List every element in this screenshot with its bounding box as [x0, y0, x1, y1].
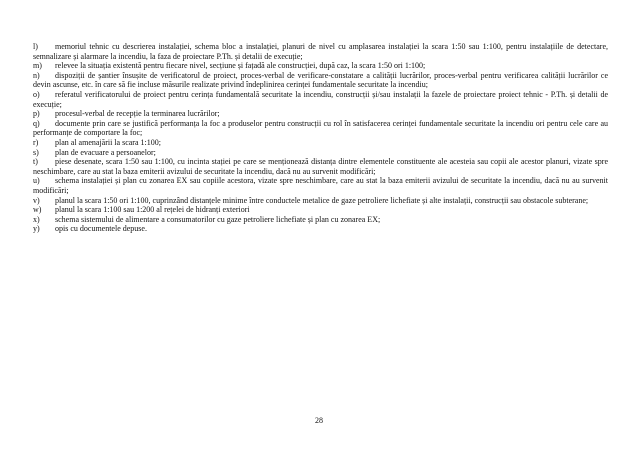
list-item-text: procesul-verbal de recepție la terminarea lucrărilor;	[55, 109, 220, 119]
list-item-letter: n)	[33, 70, 40, 80]
list-item	[33, 224, 608, 234]
list-item	[33, 196, 608, 206]
list-item-text: memoriul tehnic cu descrierea instalației, schema bloc a instalației, planuri de nivel cu amplasarea instalației la scara 1:50 sau 1:100, pentru instalațiile de detectare, semnalizare și alarmare la incendiu, la faza de proiectare P.Th. și detalii de execuție;	[33, 42, 608, 61]
list-item-text: documente prin care se justifică performanța la foc a produselor pentru construcții cu rol în satisfacerea cerinței fundamentale securitate la incendiu ori pentru cele care au performanțe de comportare la foc;	[33, 118, 608, 138]
list-item	[33, 176, 608, 195]
list-item-letter: p)	[33, 109, 40, 119]
list-item-text: plan al amenajării la scara 1:100;	[55, 137, 161, 147]
list-item-text: relevee la situația existentă pentru fiecare nivel, secțiune și fațadă ale construcției, după caz, la scara 1:50 ori 1:100;	[55, 61, 426, 71]
list-item-letter: u)	[33, 176, 40, 186]
list-item	[33, 215, 608, 225]
list-item-letter: o)	[33, 89, 40, 99]
list-item	[33, 90, 608, 109]
list-item-text: plan de evacuare a persoanelor;	[55, 147, 156, 157]
list-item	[33, 138, 608, 148]
list-item	[33, 109, 608, 119]
list-item-text: planul la scara 1:50 ori 1:100, cuprinzând distanțele minime între conductele metalice de gaze petroliere lichefiate și alte instalații, construcții sau obstacole subterane;	[55, 195, 589, 205]
list-item-text: opis cu documentele depuse.	[55, 224, 147, 234]
list-item-letter: x)	[33, 214, 40, 224]
list-item-letter: s)	[33, 147, 39, 157]
list-item-text: schema sistemului de alimentare a consumatorilor cu gaze petroliere lichefiate și plan cu zonarea EX;	[55, 214, 381, 224]
list-item	[33, 71, 608, 90]
list-item-letter: l)	[33, 42, 38, 51]
list-item-text: schema instalației și plan cu zonarea EX sau copiile acestora, vizate spre neschimbare, care au stat la baza emiterii avizului de securitate la incendiu, dacă nu au survenit modificări;	[33, 176, 608, 195]
page-number: 28	[315, 416, 323, 425]
list-item-letter: r)	[33, 137, 39, 147]
requirements-list	[33, 42, 608, 234]
list-item	[33, 61, 608, 71]
list-item	[33, 205, 608, 215]
list-item-text: referatul verificatorului de proiect pentru cerința fundamentală securitate la incendiu, construcții și/sau instalații la fazele de proiectare proiect tehnic - P.Th. și detalii de execuție;	[33, 89, 608, 109]
list-item-letter: y)	[33, 224, 40, 234]
list-item-letter: m)	[33, 61, 42, 71]
list-item-text: planul la scara 1:100 sau 1:200 al rețelei de hidranți exteriori	[55, 205, 250, 215]
list-item-letter: q)	[33, 118, 40, 128]
list-item-text: dispoziții de șantier însușite de verificatorul de proiect, proces-verbal de verificare-constatare a calității lucrărilor, proces-verbal pentru verificarea calității lucrărilor ce devin ascunse, etc. în care să fie incluse măsurile realizate privind îndeplinirea cerinței fundamentale securitate la incendiu;	[33, 70, 608, 90]
list-item-letter: v)	[33, 195, 40, 205]
list-item-letter: t)	[33, 157, 38, 167]
list-item	[33, 42, 608, 61]
list-item	[33, 157, 608, 176]
list-item-text: piese desenate, scara 1:50 sau 1:100, cu incinta stației pe care se menționează distanța dintre elementele constituente ale acesteia sau copii ale acestor planuri, vizate spre neschimbare, care au stat la baza emiterii avizului de securitate la incendiu, dacă nu au survenit modificări;	[33, 157, 608, 176]
list-item	[33, 119, 608, 138]
list-item-letter: w)	[33, 205, 42, 215]
list-item	[33, 148, 608, 158]
